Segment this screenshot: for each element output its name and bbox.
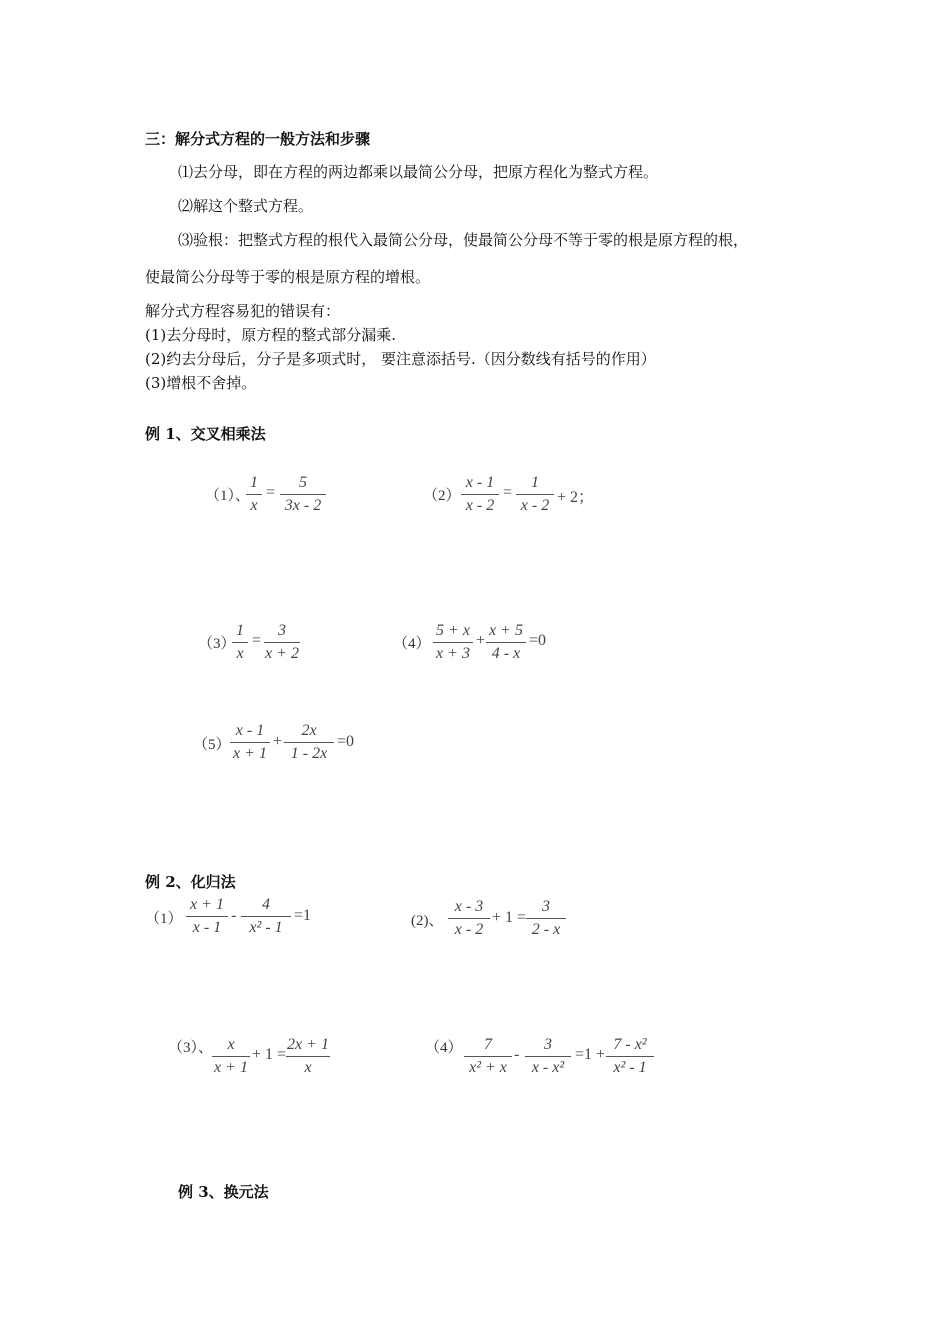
fraction: 7 x² + x xyxy=(464,1036,512,1077)
errors-title: 解分式方程容易犯的错误有： xyxy=(145,302,341,320)
fraction: 2x 1 - 2x xyxy=(284,722,334,763)
equation-label: （4） xyxy=(393,636,431,652)
fraction: x - 3 x - 2 xyxy=(448,898,490,939)
step-2: ⑵解这个整式方程。 xyxy=(178,197,314,215)
equation-label: （4） xyxy=(425,1040,463,1056)
equation-label: (2)、 xyxy=(411,913,444,929)
error-2: (2)约去分母后，分子是多项式时， 要注意添括号.（因分数线有括号的作用） xyxy=(145,350,656,368)
fraction: 5 + x x + 3 xyxy=(433,622,473,663)
step-3-continued: 使最简公分母等于零的根是原方程的增根。 xyxy=(145,268,431,286)
step-3: ⑶验根：把整式方程的根代入最简公分母，使最简公分母不等于零的根是原方程的根， xyxy=(178,231,749,249)
equation-label: （1）、 xyxy=(205,488,251,504)
section-title: 三：解分式方程的一般方法和步骤 xyxy=(145,130,371,148)
equation-label: （2） xyxy=(423,488,461,504)
equation-label: （5） xyxy=(193,737,231,753)
equation-label: （3）、 xyxy=(168,1040,214,1056)
step-1: ⑴去分母，即在方程的两边都乘以最简公分母，把原方程化为整式方程。 xyxy=(178,163,659,181)
fraction: 2x + 1 x xyxy=(287,1036,329,1076)
error-3: (3)增根不舍掉。 xyxy=(145,374,257,392)
fraction: x - 1 x + 1 xyxy=(230,722,270,763)
fraction: 1 x xyxy=(246,474,262,515)
fraction: 3 x + 2 xyxy=(265,622,299,662)
fraction: x + 5 4 - x xyxy=(486,622,526,663)
fraction: 3 x - x² xyxy=(525,1036,571,1077)
fraction: 1 x - 2 xyxy=(516,474,554,515)
fraction: 1 x xyxy=(232,622,248,663)
fraction: 4 x² - 1 xyxy=(241,896,291,937)
example-2-title: 例 2、化归法 xyxy=(145,873,236,891)
fraction: x + 1 x - 1 xyxy=(186,896,228,937)
fraction: 5 3x - 2 xyxy=(280,474,326,515)
equation-label: （3） xyxy=(198,636,236,652)
fraction: x - 1 x - 2 xyxy=(461,474,499,515)
equation-label: （1） xyxy=(145,911,183,927)
example-1-title: 例 1、交叉相乘法 xyxy=(145,425,266,443)
fraction: 3 2 - x xyxy=(526,898,566,939)
fraction: x x + 1 xyxy=(212,1036,250,1077)
example-3-title: 例 3、换元法 xyxy=(178,1183,269,1201)
fraction: 7 - x² x² - 1 xyxy=(606,1036,654,1077)
error-1: (1)去分母时，原方程的整式部分漏乘. xyxy=(145,326,397,344)
